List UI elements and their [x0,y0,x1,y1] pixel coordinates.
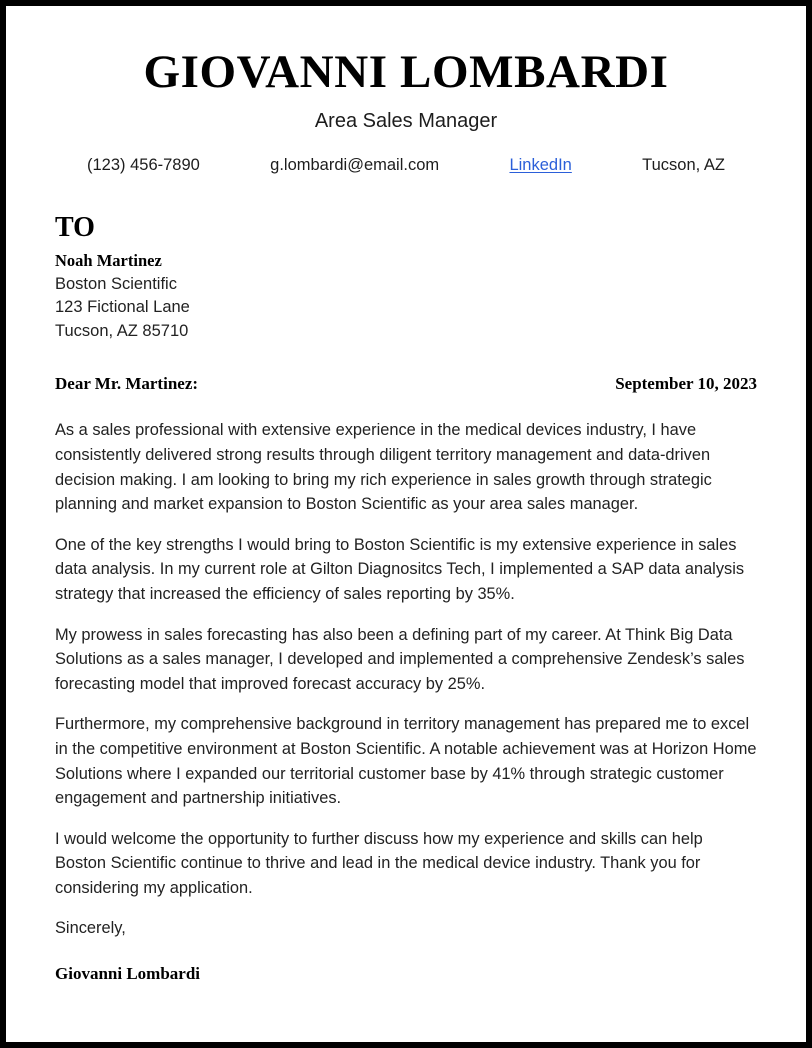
letter-paragraph: One of the key strengths I would bring to Boston Scientific is my extensive experience in sales data analysis. In my current role at Gilton Diagnositcs Tech, I implemented a SAP data analysis strategy that increased the efficiency of sales reporting by 35%. [55,535,745,603]
applicant-name: GIOVANNI LOMBARDI [143,46,669,98]
letter-paragraphs [55,418,757,985]
salutation-row [55,373,757,395]
letter-paragraph: Furthermore, my comprehensive background in territory management has prepared me to excel in the competitive environment at Boston Scientific. A notable achievement was at Horizon Home Solutions where I expanded our territorial customer base by 41% through strategic customer engagement and partnership initiatives. [55,715,757,808]
recipient-name: Noah Martinez [55,250,162,270]
applicant-job-title: Area Sales Manager [314,110,498,133]
letter-body-area [49,213,763,985]
letter-closing: Sincerely, [55,919,126,938]
contact-location: Tucson, AZ [642,156,725,175]
recipient-company: Boston Scientific [55,275,177,294]
letter-signature: Giovanni Lombardi [55,964,201,984]
document-sheet [6,6,806,1042]
salutation: Dear Mr. Martinez: [55,374,199,394]
letter-paragraph: As a sales professional with extensive experience in the medical devices industry, I have consistently delivered strong results through diligent territory management and data-driven decision making. I am looking to bring my rich experience in sales growth through strategic planning and market expansion to Boston Scientific as your area sales manager. [55,421,712,514]
recipient-heading: TO [55,211,95,243]
contact-linkedin-link[interactable]: LinkedIn [509,156,572,175]
contact-phone[interactable]: (123) 456-7890 [87,156,200,175]
recipient-street: 123 Fictional Lane [55,298,190,317]
letter-paragraph: I would welcome the opportunity to further discuss how my experience and skills can help Boston Scientific continue to thrive and lead in the medical device industry. Thank you for considering my application. [55,829,703,897]
recipient-block [55,250,757,344]
letter-header [49,6,763,177]
contact-row [49,155,763,176]
recipient-city-state-zip: Tucson, AZ 85710 [55,321,189,340]
contact-email[interactable]: g.lombardi@email.com [270,156,440,175]
letter-date: September 10, 2023 [615,374,757,394]
letter-paragraph: My prowess in sales forecasting has also been a defining part of my career. At Think Big Data Solutions as a sales manager, I developed and implemented a comprehensive Zendesk’s sales forecasting model that improved forecast accuracy by 25%. [55,625,745,693]
